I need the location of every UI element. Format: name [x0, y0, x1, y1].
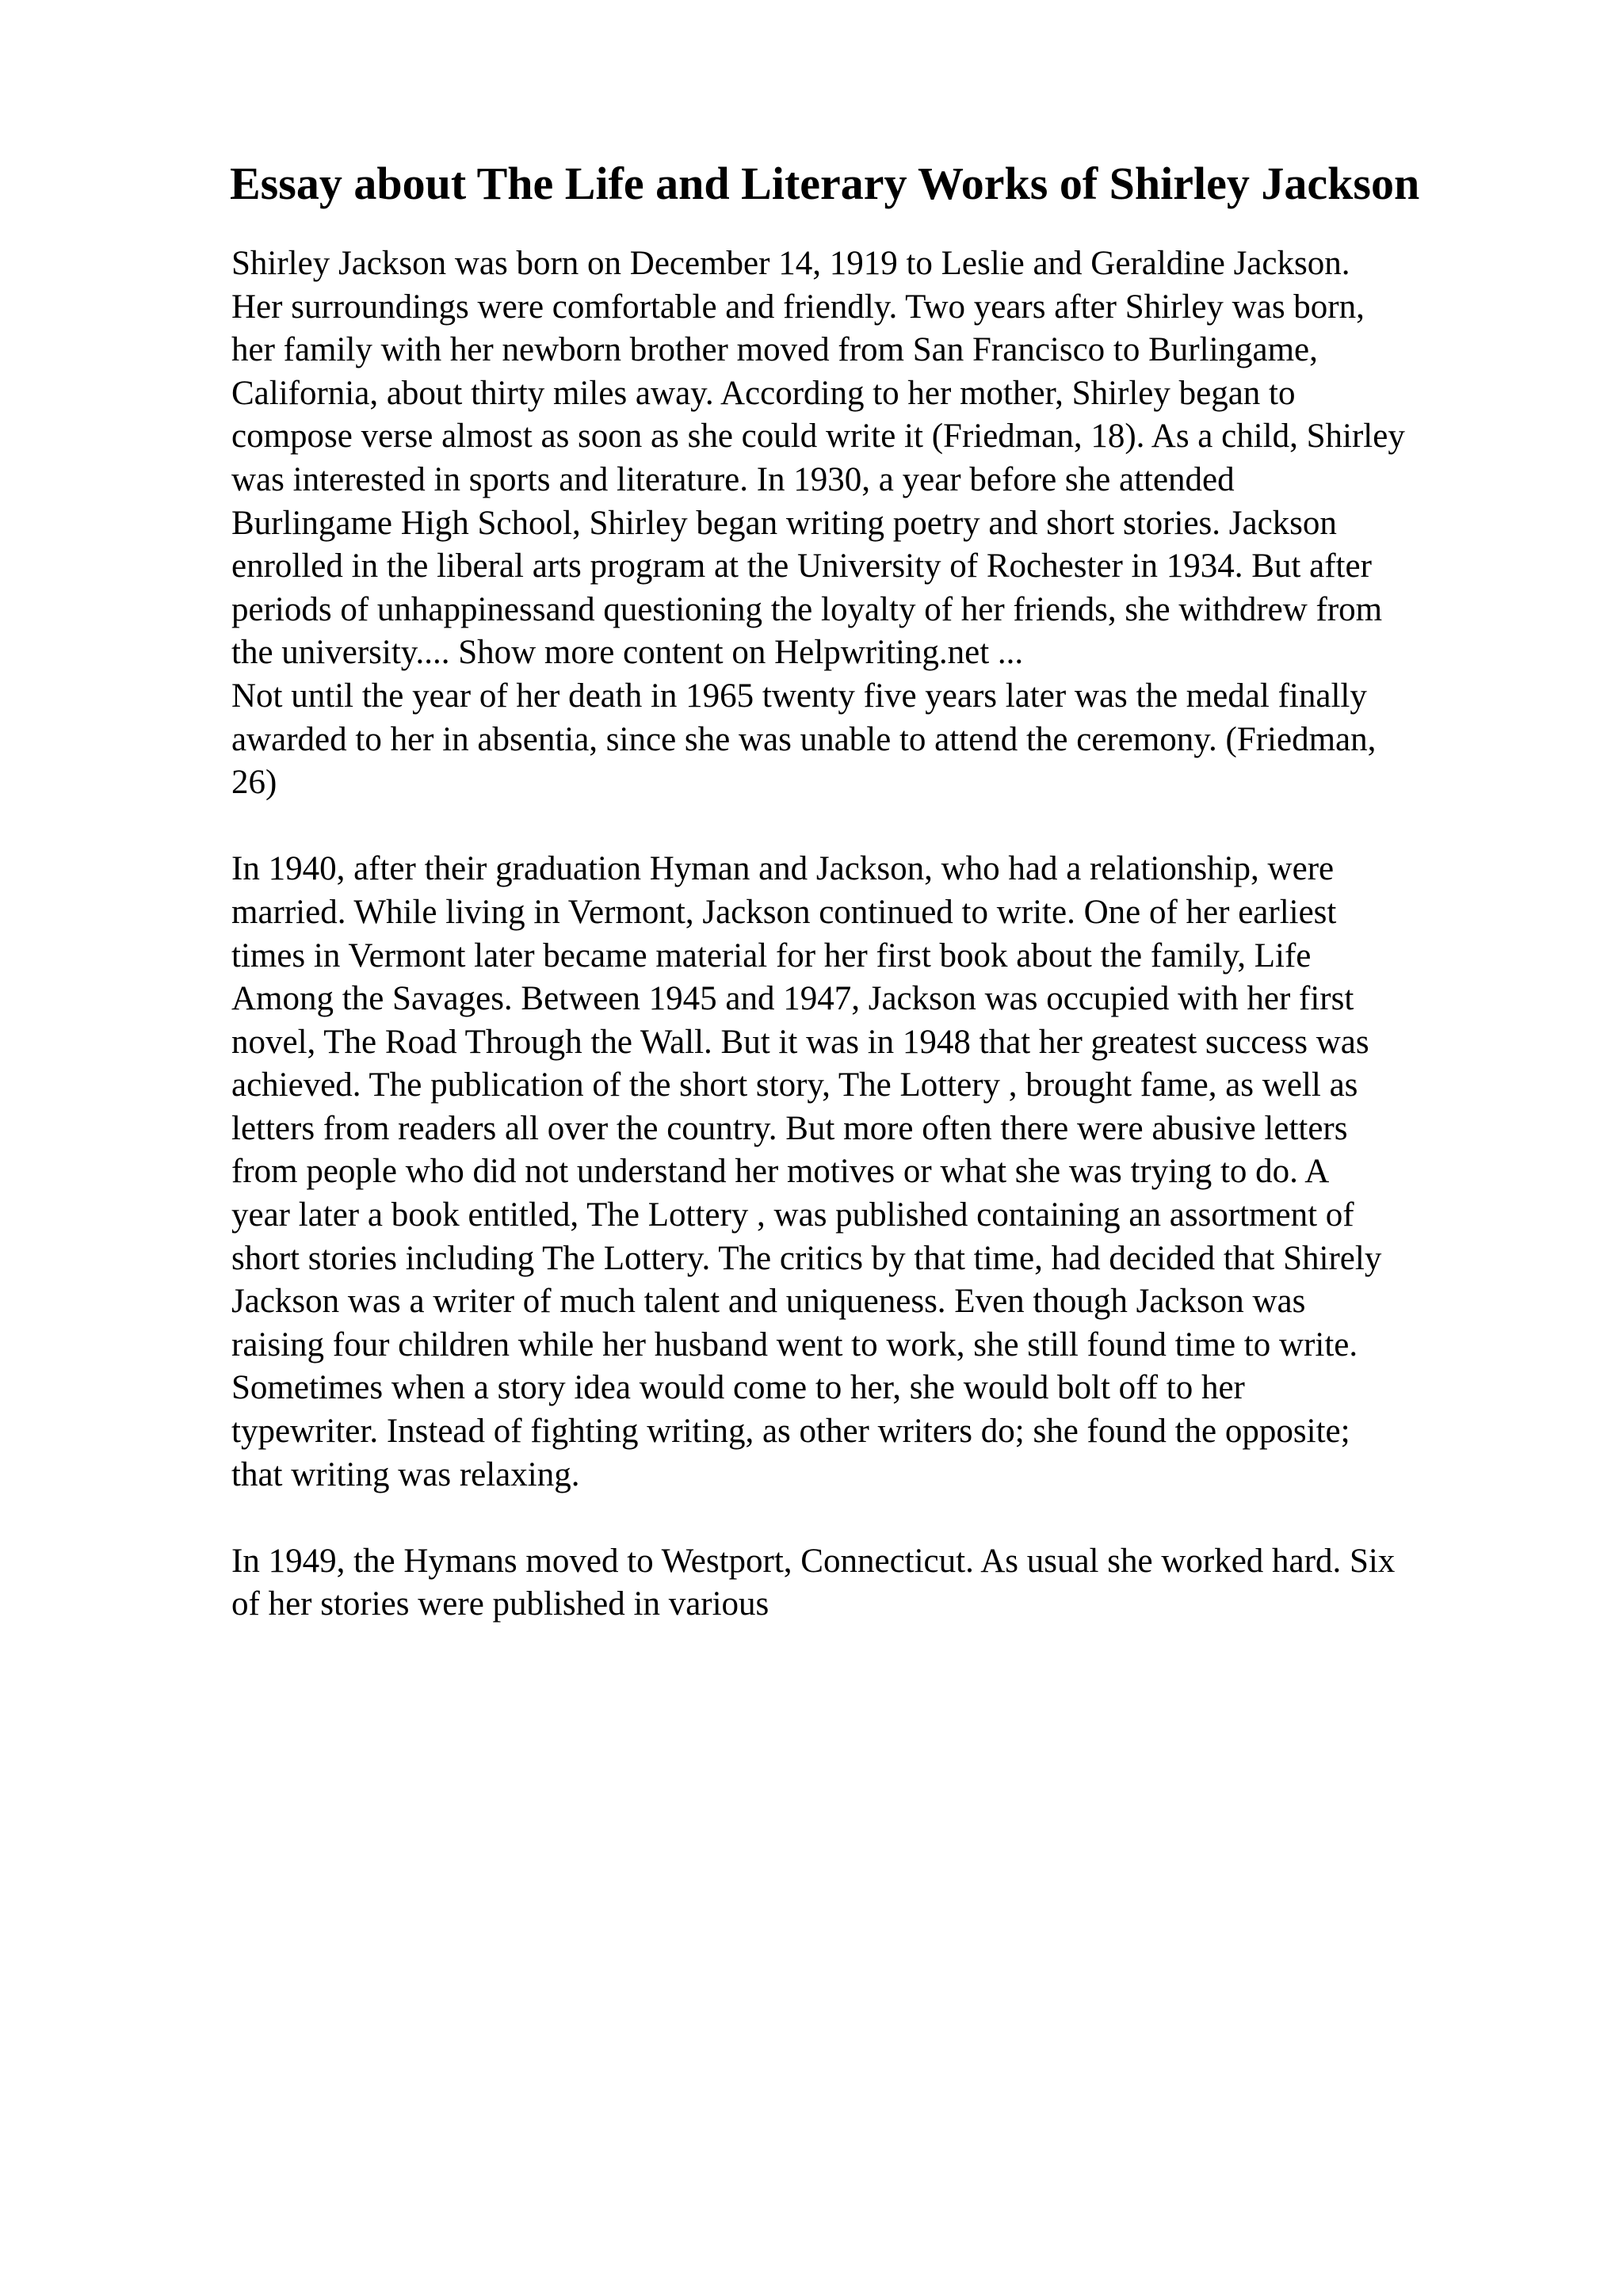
text-line: married. While living in Vermont, Jackson continued to write. One of her earliest: [231, 893, 1337, 931]
text-line: Her surroundings were comfortable and friendly. Two years after Shirley was born,: [231, 288, 1365, 326]
text-line: compose verse almost as soon as she could write it (Friedman, 18). As a child, Shirley: [231, 418, 1405, 456]
paragraph-3: [231, 1540, 1610, 1627]
text-line: Jackson was a writer of much talent and uniqueness. Even though Jackson was: [231, 1283, 1306, 1321]
text-line: raising four children while her husband went to work, she still found time to write.: [231, 1325, 1358, 1363]
document-body: [231, 242, 1610, 1627]
text-line: awarded to her in absentia, since she was unable to attend the ceremony. (Friedman,: [231, 720, 1377, 758]
text-line: year later a book entitled, The Lottery , was published containing an assortment of: [231, 1196, 1354, 1234]
text-line: periods of unhappinessand questioning the loyalty of her friends, she withdrew from: [231, 590, 1383, 628]
text-line: short stories including The Lottery. The critics by that time, had decided that Shirely: [231, 1239, 1382, 1277]
text-line: Burlingame High School, Shirley began writing poetry and short stories. Jackson: [231, 504, 1337, 542]
text-line: In 1940, after their graduation Hyman and Jackson, who had a relationship, were: [231, 850, 1335, 888]
document-title: Essay about The Life and Literary Works of Shirley Jackson: [230, 158, 1420, 209]
text-line: that writing was relaxing.: [231, 1455, 580, 1493]
paragraph-gap: [231, 805, 1610, 849]
text-line: Not until the year of her death in 1965 twenty five years later was the medal finally: [231, 677, 1367, 715]
text-line: her family with her newborn brother moved from San Francisco to Burlingame,: [231, 331, 1318, 369]
text-line: was interested in sports and literature. In 1930, a year before she attended: [231, 460, 1235, 498]
text-line: Sometimes when a story idea would come to her, she would bolt off to her: [231, 1369, 1245, 1407]
paragraph-2: [231, 848, 1610, 1497]
text-line: of her stories were published in various: [231, 1585, 769, 1623]
text-line: from people who did not understand her motives or what she was trying to do. A: [231, 1153, 1330, 1191]
text-line: Among the Savages. Between 1945 and 1947, Jackson was occupied with her first: [231, 980, 1354, 1018]
text-line: California, about thirty miles away. According to her mother, Shirley began to: [231, 374, 1296, 412]
paragraph-gap: [231, 1497, 1610, 1540]
text-line: the university.... Show more content on Helpwriting.net ...: [231, 634, 1024, 672]
text-line: novel, The Road Through the Wall. But it was in 1948 that her greatest success was: [231, 1023, 1369, 1061]
text-line: achieved. The publication of the short story, The Lottery , brought fame, as well as: [231, 1066, 1358, 1104]
text-line: times in Vermont later became material for her first book about the family, Life: [231, 936, 1312, 974]
text-line: letters from readers all over the country. But more often there were abusive letters: [231, 1109, 1348, 1147]
text-line: typewriter. Instead of fighting writing, as other writers do; she found the opposite;: [231, 1413, 1350, 1451]
text-line: In 1949, the Hymans moved to Westport, Connecticut. As usual she worked hard. Six: [231, 1542, 1396, 1580]
text-line: 26): [231, 764, 277, 802]
text-line: Shirley Jackson was born on December 14, 1919 to Leslie and Geraldine Jackson.: [231, 245, 1350, 282]
text-line: enrolled in the liberal arts program at the University of Rochester in 1934. But after: [231, 547, 1372, 585]
paragraph-1: [231, 242, 1610, 805]
